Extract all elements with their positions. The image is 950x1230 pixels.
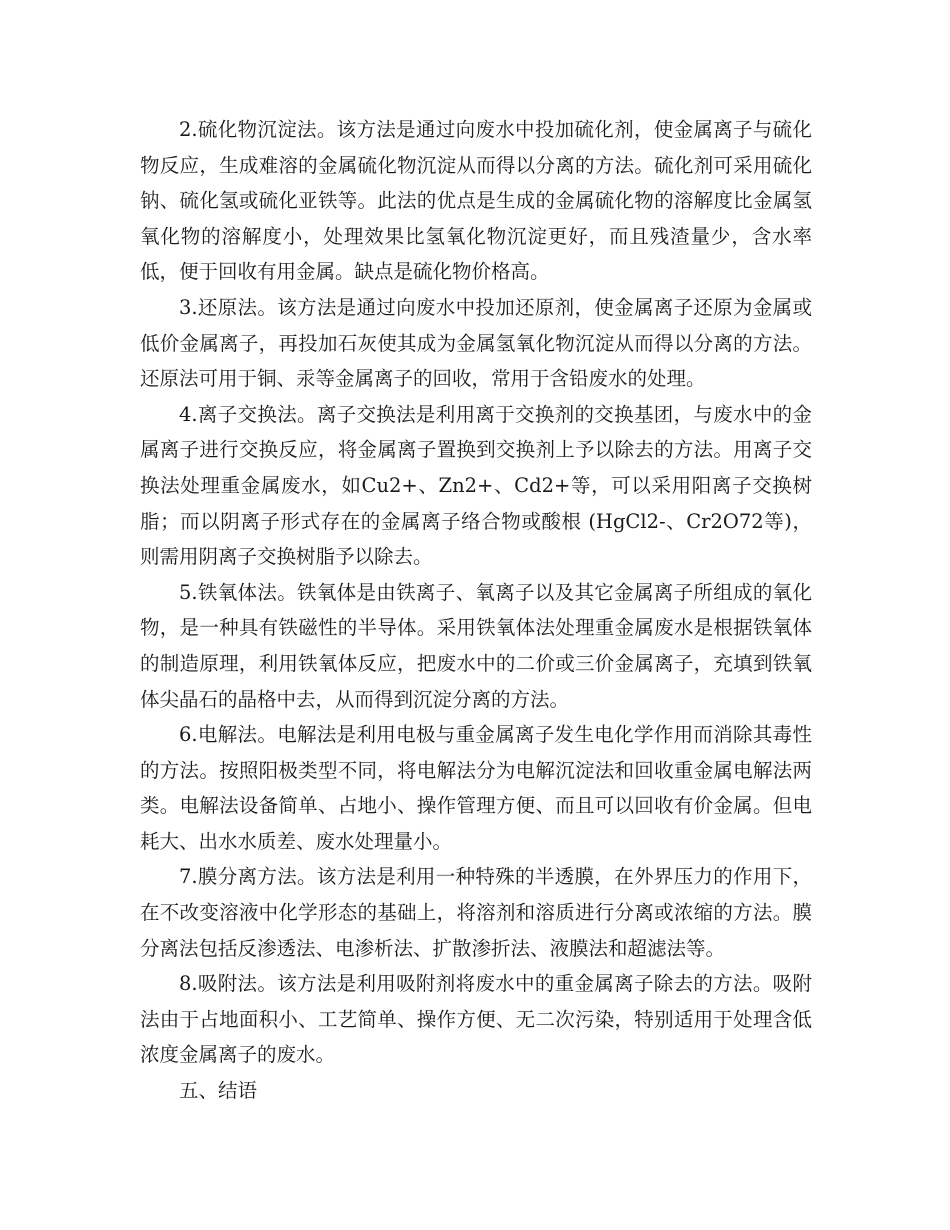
paragraph-reduction-method: 3.还原法。该方法是通过向废水中投加还原剂，使金属离子还原为金属或低价金属离子，再投加石灰使其成为金属氢氧化物沉淀从而得以分离的方法。还原法可用于铜、汞等金属离子的回收，常用于含铅废水的处理。	[140, 295, 812, 391]
paragraph-membrane-separation: 7.膜分离方法。该方法是利用一种特殊的半透膜，在外界压力的作用下，在不改变溶液中化学形态的基础上，将溶剂和溶质进行分离或浓缩的方法。膜分离法包括反渗透法、电渗析法、扩散渗折法、液膜法和超滤法等。	[140, 865, 812, 960]
paragraph-electrolysis: 6.电解法。电解法是利用电极与重金属离子发生电化学作用而消除其毒性的方法。按照阳极类型不同，将电解法分为电解沉淀法和回收重金属电解法两类。电解法设备简单、占地小、操作管理方便、而且可以回收有价金属。但电耗大、出水水质差、废水处理量小。	[140, 723, 812, 853]
paragraph-adsorption: 8.吸附法。该方法是利用吸附剂将废水中的重金属离子除去的方法。吸附法由于占地面积小、工艺简单、操作方便、无二次污染，特别适用于处理含低浓度金属离子的废水。	[140, 972, 812, 1067]
section-heading-conclusion: 五、结语	[179, 1079, 258, 1103]
paragraph-ferrite-method: 5.铁氧体法。铁氧体是由铁离子、氧离子以及其它金属离子所组成的氧化物，是一种具有铁磁性的半导体。采用铁氧体法处理重金属废水是根据铁氧体的制造原理，利用铁氧体反应，把废水中的二价或三价金属离子，充填到铁氧体尖晶石的晶格中去，从而得到沉淀分离的方法。	[140, 580, 812, 711]
paragraph-ion-exchange: 4.离子交换法。离子交换法是利用离于交换剂的交换基团，与废水中的金属离子进行交换反应，将金属离子置换到交换剂上予以除去的方法。用离子交换法处理重金属废水，如Cu2+、Zn2+、Cd2+等，可以采用阳离子交换树脂；而以阴离子形式存在的金属离子络合物或酸根 (HgCl2-、Cr2O72等)，则需用阴离子交换树脂予以除去。	[140, 402, 812, 569]
paragraph-sulfide-precipitation: 2.硫化物沉淀法。该方法是通过向废水中投加硫化剂，使金属离子与硫化物反应，生成难溶的金属硫化物沉淀从而得以分离的方法。硫化剂可采用硫化钠、硫化氢或硫化亚铁等。此法的优点是生成的金属硫化物的溶解度比金属氢氧化物的溶解度小，处理效果比氢氧化物沉淀更好，而且残渣量少，含水率低，便于回收有用金属。缺点是硫化物价格高。	[140, 118, 812, 284]
document-body	[140, 112, 812, 1109]
